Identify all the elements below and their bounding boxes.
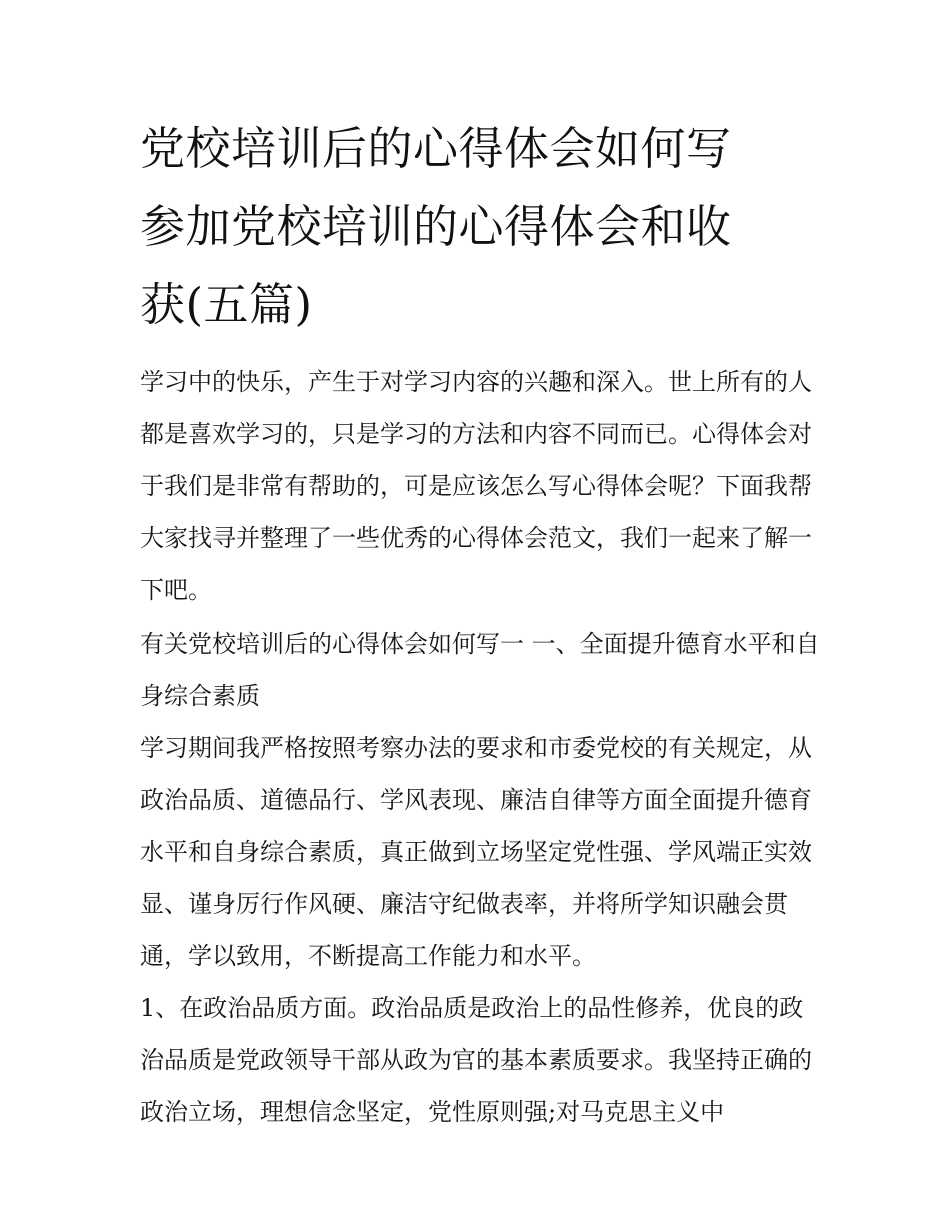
intro-paragraph: 学习中的快乐，产生于对学习内容的兴趣和深入。世上所有的人都是喜欢学习的，只是学习的方法和内容不同而已。心得体会对于我们是非常有帮助的，可是应该怎么写心得体会呢？下面我帮大家找寻并整理了一些优秀的心得体会范文，我们一起来了解一下吧。 (140, 368, 812, 604)
title-line-1: 党校培训后的心得体会如何写 (140, 122, 732, 175)
title-line-2: 参加党校培训的心得体会和收 (140, 200, 732, 253)
point-1-paragraph: 1、在政治品质方面。政治品质是政治上的品性修养，优良的政治品质是党政领导干部从政为官的基本素质要求。我坚持正确的政治立场，理想信念坚定，党性原则强;对马克思主义中 (140, 994, 812, 1126)
document-content (140, 110, 820, 1138)
section-heading: 有关党校培训后的心得体会如何写一 一、全面提升德育水平和自身综合素质 (140, 630, 820, 710)
title-line-3: 获(五篇) (140, 278, 313, 331)
document-title (140, 110, 820, 344)
document-body (140, 356, 820, 1138)
section-paragraph: 学习期间我严格按照考察办法的要求和市委党校的有关规定，从政治品质、道德品行、学风表现、廉洁自律等方面全面提升德育水平和自身综合素质，真正做到立场坚定党性强、学风端正实效显、谨身厉行作风硬、廉洁守纪做表率，并将所学知识融会贯通，学以致用，不断提高工作能力和水平。 (140, 734, 812, 970)
